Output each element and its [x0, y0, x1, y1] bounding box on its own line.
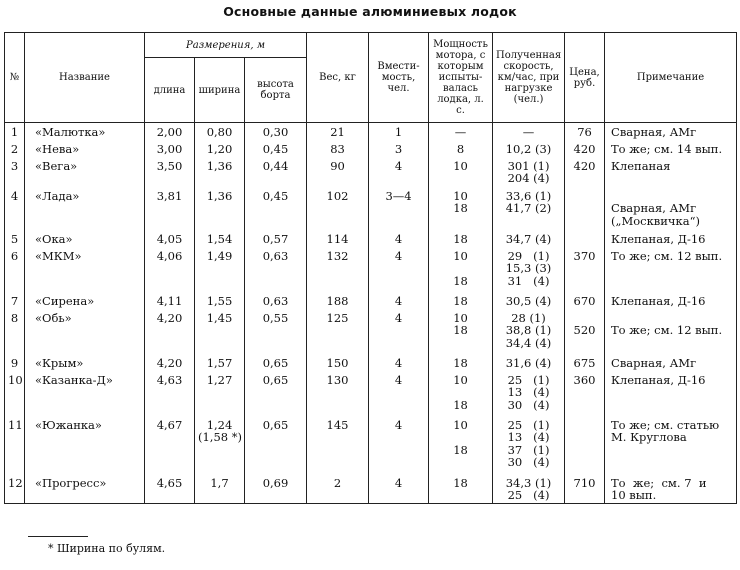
- cell-name: «МКМ»: [25, 247, 145, 292]
- cell-motor: 10 18: [429, 416, 493, 474]
- cell-capacity: 4: [369, 230, 429, 247]
- cell-height: 0,65: [245, 354, 307, 371]
- table-row: [5, 354, 737, 371]
- cell-capacity: 4: [369, 292, 429, 309]
- table-row: [5, 309, 737, 354]
- cell-speed: 10,2 (3): [493, 140, 565, 157]
- cell-length: 3,00: [145, 140, 195, 157]
- boats-table: [4, 32, 737, 504]
- cell-num: 11: [5, 416, 25, 474]
- cell-note: То же; см. 12 вып.: [605, 309, 737, 354]
- cell-capacity: 1: [369, 123, 429, 140]
- cell-num: 12: [5, 474, 25, 504]
- header-price: Цена, руб.: [565, 33, 605, 123]
- cell-note: Клепаная: [605, 157, 737, 187]
- cell-motor: 10 18: [429, 371, 493, 416]
- cell-weight: 102: [307, 187, 369, 230]
- cell-weight: 132: [307, 247, 369, 292]
- cell-speed: 30,5 (4): [493, 292, 565, 309]
- cell-width: 1,36: [195, 187, 245, 230]
- cell-speed: 25 (1) 13 (4) 30 (4): [493, 371, 565, 416]
- cell-height: 0,65: [245, 416, 307, 474]
- cell-length: 4,06: [145, 247, 195, 292]
- header-weight: Вес, кг: [307, 33, 369, 123]
- table-row: [5, 157, 737, 187]
- cell-speed: 34,3 (1) 25 (4): [493, 474, 565, 504]
- table-row: [5, 292, 737, 309]
- cell-num: 4: [5, 187, 25, 230]
- cell-num: 10: [5, 371, 25, 416]
- cell-capacity: 4: [369, 309, 429, 354]
- cell-speed: —: [493, 123, 565, 140]
- cell-capacity: 3—4: [369, 187, 429, 230]
- cell-name: «Казанка-Д»: [25, 371, 145, 416]
- cell-num: 7: [5, 292, 25, 309]
- table-row: [5, 140, 737, 157]
- cell-name: «Обь»: [25, 309, 145, 354]
- cell-num: 3: [5, 157, 25, 187]
- cell-motor: 8: [429, 140, 493, 157]
- cell-weight: 2: [307, 474, 369, 504]
- cell-name: «Вега»: [25, 157, 145, 187]
- cell-weight: 150: [307, 354, 369, 371]
- cell-motor: 18: [429, 292, 493, 309]
- cell-width: 0,80: [195, 123, 245, 140]
- cell-weight: 21: [307, 123, 369, 140]
- cell-width: 1,27: [195, 371, 245, 416]
- cell-weight: 130: [307, 371, 369, 416]
- cell-width: 1,20: [195, 140, 245, 157]
- header-height: высота борта: [245, 58, 307, 123]
- header-dimensions: Размерения, м: [145, 33, 307, 58]
- cell-speed: 29 (1) 15,3 (3) 31 (4): [493, 247, 565, 292]
- cell-width: 1,49: [195, 247, 245, 292]
- cell-num: 5: [5, 230, 25, 247]
- cell-name: «Южанка»: [25, 416, 145, 474]
- cell-price: 675: [565, 354, 605, 371]
- cell-capacity: 4: [369, 247, 429, 292]
- cell-name: «Малютка»: [25, 123, 145, 140]
- table-row: [5, 230, 737, 247]
- cell-length: 4,65: [145, 474, 195, 504]
- cell-note: То же; см. 14 вып.: [605, 140, 737, 157]
- cell-speed: 25 (1) 13 (4) 37 (1) 30 (4): [493, 416, 565, 474]
- table-row: [5, 247, 737, 292]
- cell-motor: 10 18: [429, 187, 493, 230]
- header-width: ширина: [195, 58, 245, 123]
- cell-capacity: 4: [369, 354, 429, 371]
- cell-weight: 125: [307, 309, 369, 354]
- cell-weight: 188: [307, 292, 369, 309]
- cell-height: 0,63: [245, 247, 307, 292]
- cell-price: 370: [565, 247, 605, 292]
- cell-weight: 83: [307, 140, 369, 157]
- cell-width: 1,7: [195, 474, 245, 504]
- cell-name: «Крым»: [25, 354, 145, 371]
- cell-length: 3,81: [145, 187, 195, 230]
- header-note: Примечание: [605, 33, 737, 123]
- header-motor: Мощность мотора, с которым испыты-валась лодка, л. с.: [429, 33, 493, 123]
- cell-num: 9: [5, 354, 25, 371]
- cell-motor: 18: [429, 230, 493, 247]
- cell-length: 4,20: [145, 309, 195, 354]
- cell-height: 0,45: [245, 140, 307, 157]
- cell-width: 1,36: [195, 157, 245, 187]
- header-length: длина: [145, 58, 195, 123]
- header-number: №: [5, 33, 25, 123]
- cell-note: Сварная, АМг: [605, 123, 737, 140]
- cell-speed: 301 (1) 204 (4): [493, 157, 565, 187]
- cell-price: 670: [565, 292, 605, 309]
- cell-weight: 114: [307, 230, 369, 247]
- footnote: * Ширина по булям.: [48, 542, 166, 555]
- footnote-rule: [28, 536, 88, 537]
- cell-price: [565, 230, 605, 247]
- cell-note: То же; см. статью М. Круглова: [605, 416, 737, 474]
- cell-height: 0,30: [245, 123, 307, 140]
- table-title: Основные данные алюминиевых лодок: [223, 4, 517, 19]
- cell-height: 0,44: [245, 157, 307, 187]
- cell-width: 1,54: [195, 230, 245, 247]
- cell-length: 3,50: [145, 157, 195, 187]
- cell-note: Клепаная, Д-16: [605, 292, 737, 309]
- cell-num: 8: [5, 309, 25, 354]
- cell-price: 710: [565, 474, 605, 504]
- cell-speed: 28 (1) 38,8 (1) 34,4 (4): [493, 309, 565, 354]
- cell-capacity: 4: [369, 371, 429, 416]
- cell-name: «Нева»: [25, 140, 145, 157]
- cell-length: 4,67: [145, 416, 195, 474]
- cell-weight: 90: [307, 157, 369, 187]
- table-row: [5, 187, 737, 230]
- cell-num: 2: [5, 140, 25, 157]
- header-speed: Полученная скорость, км/час, при нагрузке (чел.): [493, 33, 565, 123]
- cell-note: Сварная, АМг: [605, 354, 737, 371]
- table-row: [5, 474, 737, 504]
- cell-price: [565, 187, 605, 230]
- cell-height: 0,55: [245, 309, 307, 354]
- cell-note: То же; см. 12 вып.: [605, 247, 737, 292]
- cell-width: 1,57: [195, 354, 245, 371]
- cell-name: «Сирена»: [25, 292, 145, 309]
- cell-length: 2,00: [145, 123, 195, 140]
- cell-speed: 31,6 (4): [493, 354, 565, 371]
- cell-width: 1,55: [195, 292, 245, 309]
- cell-num: 1: [5, 123, 25, 140]
- cell-price: 420: [565, 140, 605, 157]
- table-row: [5, 123, 737, 140]
- cell-speed: 33,6 (1) 41,7 (2): [493, 187, 565, 230]
- cell-length: 4,20: [145, 354, 195, 371]
- cell-price: 360: [565, 371, 605, 416]
- cell-capacity: 4: [369, 416, 429, 474]
- header-capacity: Вмести-мость, чел.: [369, 33, 429, 123]
- cell-price: 420: [565, 157, 605, 187]
- cell-height: 0,65: [245, 371, 307, 416]
- cell-note: Клепаная, Д-16: [605, 371, 737, 416]
- header-name: Название: [25, 33, 145, 123]
- cell-note: Сварная, АМг („Москвичка“): [605, 187, 737, 230]
- cell-name: «Прогресс»: [25, 474, 145, 504]
- cell-motor: 10 18: [429, 309, 493, 354]
- cell-price: 520: [565, 309, 605, 354]
- cell-capacity: 4: [369, 474, 429, 504]
- table-row: [5, 416, 737, 474]
- cell-motor: —: [429, 123, 493, 140]
- table-row: [5, 371, 737, 416]
- cell-motor: 18: [429, 354, 493, 371]
- cell-motor: 18: [429, 474, 493, 504]
- cell-length: 4,63: [145, 371, 195, 416]
- cell-motor: 10: [429, 157, 493, 187]
- cell-name: «Ока»: [25, 230, 145, 247]
- cell-length: 4,05: [145, 230, 195, 247]
- cell-width: 1,24 (1,58 *): [195, 416, 245, 474]
- cell-weight: 145: [307, 416, 369, 474]
- cell-capacity: 3: [369, 140, 429, 157]
- cell-height: 0,69: [245, 474, 307, 504]
- cell-height: 0,63: [245, 292, 307, 309]
- cell-motor: 10 18: [429, 247, 493, 292]
- cell-price: [565, 416, 605, 474]
- cell-capacity: 4: [369, 157, 429, 187]
- cell-height: 0,57: [245, 230, 307, 247]
- cell-price: 76: [565, 123, 605, 140]
- cell-speed: 34,7 (4): [493, 230, 565, 247]
- cell-height: 0,45: [245, 187, 307, 230]
- cell-width: 1,45: [195, 309, 245, 354]
- cell-length: 4,11: [145, 292, 195, 309]
- cell-note: То же; см. 7 и 10 вып.: [605, 474, 737, 504]
- cell-note: Клепаная, Д-16: [605, 230, 737, 247]
- cell-num: 6: [5, 247, 25, 292]
- cell-name: «Лада»: [25, 187, 145, 230]
